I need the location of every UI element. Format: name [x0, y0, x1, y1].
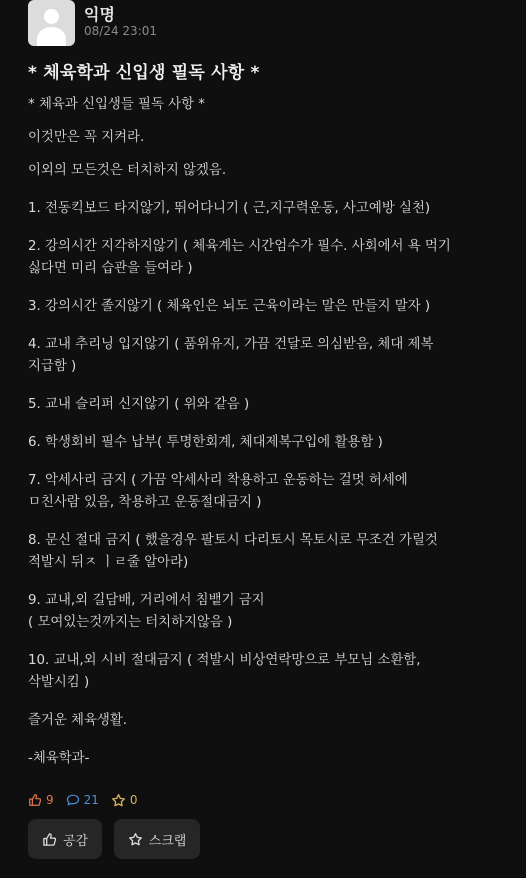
star-icon — [111, 793, 126, 808]
body-line: 이것만은 꼭 지켜라. — [28, 130, 145, 145]
scrap-count — [111, 793, 138, 808]
rule-5: 5. 교내 슬리퍼 신지않기 ( 위와 같음 ) — [28, 397, 250, 412]
avatar[interactable] — [28, 0, 75, 46]
rule-8-line-2: 적발시 뒤ㅈ ㅣㄹ줄 알아라) — [28, 555, 189, 570]
rule-10-line-1: 10. 교내,외 시비 절대금지 ( 적발시 비상연락망으로 부모님 소환함, — [28, 653, 421, 668]
rule-6: 6. 학생회비 필수 납부( 투명한회계, 체대제복구입에 활용함 ) — [28, 435, 383, 450]
like-button[interactable] — [28, 819, 102, 859]
like-button-label: 공감 — [62, 833, 89, 849]
post-title: * 체육학과 신입생 필독 사항 * — [28, 63, 260, 83]
star-icon — [128, 832, 143, 847]
scrap-button-label: 스크랩 — [148, 833, 187, 849]
thumbs-up-icon — [42, 832, 57, 847]
thumbs-up-icon — [28, 793, 42, 807]
body-line: * 체육과 신입생들 필독 사항 * — [28, 97, 205, 112]
like-count — [28, 793, 54, 807]
closing-line: 즐거운 체육생활. — [28, 713, 128, 728]
rule-3: 3. 강의시간 졸지않기 ( 체육인은 뇌도 근육이라는 말은 만들지 말자 ) — [28, 299, 431, 314]
post-date: 08/24 23:01 — [84, 24, 157, 38]
rule-8-line-1: 8. 문신 절대 금지 ( 했을경우 팔토시 다리토시 목토시로 무조건 가릴것 — [28, 533, 438, 548]
signature-line: -체육학과- — [28, 751, 90, 766]
rule-10-line-2: 삭발시킴 ) — [28, 675, 90, 690]
post-body — [28, 94, 506, 770]
post-stats — [28, 790, 150, 810]
body-line: 이외의 모든것은 터치하지 않겠음. — [28, 163, 227, 178]
rule-9-line-1: 9. 교내,외 길담배, 거리에서 침뱉기 금지 — [28, 593, 265, 608]
post-header — [28, 0, 498, 48]
rule-2-line-1: 2. 강의시간 지각하지않기 ( 체육계는 시간엄수가 필수. 사회에서 욕 먹기 — [28, 239, 451, 254]
comment-count — [66, 793, 99, 807]
avatar-body-shape — [37, 27, 66, 46]
rule-4-line-2: 지급함 ) — [28, 359, 77, 374]
rule-7-line-2: ㅁ친사람 있음, 착용하고 운동절대금지 ) — [28, 495, 262, 510]
comment-count-value: 21 — [83, 793, 99, 807]
rule-9-line-2: ( 모여있는것까지는 터치하지않음 ) — [28, 615, 233, 630]
rule-2-line-2: 싫다면 미리 습관을 들여라 ) — [28, 261, 193, 276]
like-count-value: 9 — [46, 793, 54, 807]
rule-1: 1. 전동킥보드 타지않기, 뛰어다니기 ( 근,지구력운동, 사고예방 실천) — [28, 201, 431, 216]
comment-icon — [66, 793, 80, 807]
rule-7-line-1: 7. 악세사리 금지 ( 가끔 악세사리 착용하고 운동하는 걸멋 허세에 — [28, 473, 408, 488]
rule-4-line-1: 4. 교내 추리닝 입지않기 ( 품위유지, 가끔 건달로 의심받음, 체대 제복 — [28, 337, 434, 352]
avatar-head-shape — [44, 9, 59, 24]
author-name: 익명 — [84, 5, 115, 24]
scrap-button[interactable] — [114, 819, 200, 859]
scrap-count-value: 0 — [129, 793, 138, 807]
action-buttons — [28, 819, 212, 859]
